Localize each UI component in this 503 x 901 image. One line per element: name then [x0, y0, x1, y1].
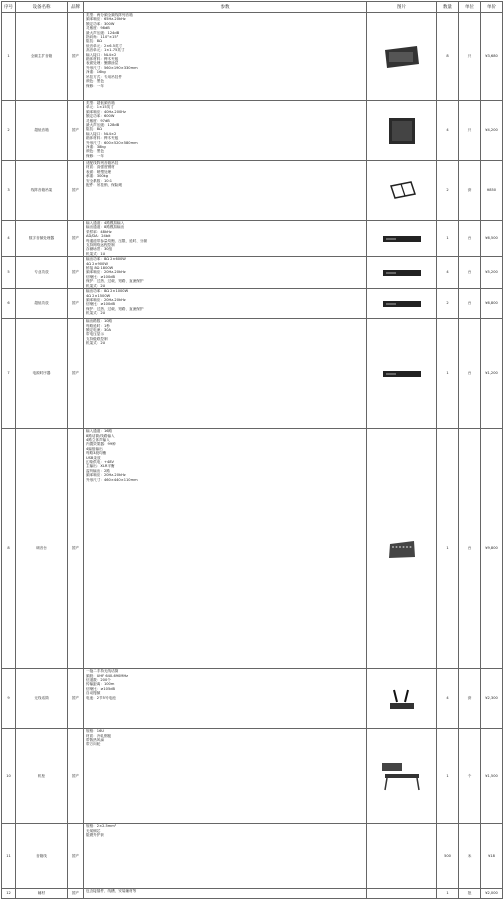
- device-name: 调音台: [16, 429, 68, 669]
- param-line: 信噪比：≥100dB: [86, 274, 115, 279]
- param-line: 单元：1×15英寸: [86, 105, 114, 110]
- param-line: 4路立体声输入: [86, 437, 110, 442]
- param-line: 自动搜频: [86, 691, 101, 696]
- param-line: 阻抗：8Ω: [86, 127, 102, 132]
- device-quantity: 4: [437, 669, 459, 729]
- param-line: 每通道带参量均衡、压限、延时、分频: [86, 238, 148, 243]
- device-price: ¥6,800: [481, 289, 503, 319]
- row-number: 2: [2, 101, 16, 161]
- param-line: 类型：超低频音箱: [86, 101, 115, 105]
- device-name: 机柜: [16, 729, 68, 824]
- table-row: [2, 889, 503, 899]
- device-name: 电源时序器: [16, 319, 68, 429]
- param-line: 机架式：2U: [86, 341, 106, 346]
- device-unit: 套: [459, 161, 481, 221]
- table-row: [2, 257, 503, 289]
- row-number: 8: [2, 429, 16, 669]
- param-line: 每路3段均衡: [86, 451, 107, 456]
- param-line: 外形尺寸：460×440×110mm: [86, 477, 138, 482]
- rack-device-icon: [382, 300, 422, 308]
- row-number: 10: [2, 729, 16, 824]
- param-line: 类型：两分频全频线阵列音箱: [86, 13, 133, 17]
- device-quantity: 500: [437, 824, 459, 889]
- device-params: [84, 13, 367, 101]
- device-name: 专业功放: [16, 257, 68, 289]
- param-line: 一拖二手持无线话筒: [86, 669, 119, 674]
- row-number: 11: [2, 824, 16, 889]
- device-name: 无线话筒: [16, 669, 68, 729]
- param-line: 监听输出：2路: [86, 468, 110, 473]
- wireless-microphone-icon: [384, 686, 420, 712]
- device-image: [367, 257, 437, 289]
- param-line: 保护：过热、过载、短路、直流保护: [86, 279, 144, 284]
- device-params: [84, 101, 367, 161]
- param-line: 带万向轮: [86, 742, 101, 747]
- device-name: 线阵音箱吊架: [16, 161, 68, 221]
- device-quantity: 1: [437, 729, 459, 824]
- param-line: 高音单元：1×1.75英寸: [86, 48, 125, 53]
- param-line: 材质：高强度钢材: [86, 165, 115, 170]
- device-quantity: 2: [437, 161, 459, 221]
- param-line: 承重：300kg: [86, 174, 109, 179]
- row-number: 1: [2, 13, 16, 101]
- col-header-image: 图片: [367, 2, 437, 13]
- param-line: 频段：UHF 640-690MHz: [86, 673, 129, 678]
- param-line: 输入接口：NL4×2: [86, 131, 117, 136]
- device-unit: 只: [459, 13, 481, 101]
- table-row: [2, 13, 503, 101]
- device-params: [84, 257, 367, 289]
- param-line: 阻抗：8Ω: [86, 39, 102, 44]
- param-line: 频率响应：20Hz-20kHz: [86, 270, 126, 275]
- table-header-row: [2, 2, 503, 13]
- device-quantity: 4: [437, 257, 459, 289]
- param-line: 保修：一年: [86, 153, 104, 158]
- device-quantity: 2: [437, 289, 459, 319]
- device-image: [367, 161, 437, 221]
- param-line: 灵敏度：97dB: [86, 118, 110, 123]
- device-params: [84, 161, 367, 221]
- device-brand: 国产: [68, 729, 84, 824]
- device-image: [367, 319, 437, 429]
- device-price: ¥1,200: [481, 319, 503, 429]
- param-line: 低音单元：2×6.5英寸: [86, 43, 123, 48]
- param-line: 主输出：XLR平衡: [86, 464, 115, 469]
- param-line: 灵敏度：98dB: [86, 26, 110, 31]
- param-line: 最大声压级：128dB: [86, 123, 120, 128]
- param-line: 外形尺寸：560×190×330mm: [86, 65, 138, 70]
- device-price: ¥2,000: [481, 889, 503, 899]
- param-line: 颜色：黑色: [86, 79, 104, 84]
- row-number: 6: [2, 289, 16, 319]
- device-brand: 国产: [68, 161, 84, 221]
- param-line: 输入接口：NL4×2: [86, 52, 117, 57]
- device-image: [367, 429, 437, 669]
- param-line: 规格：16U: [86, 729, 104, 734]
- col-header-name: 设备名称: [16, 2, 68, 13]
- device-price: ¥4,200: [481, 101, 503, 161]
- device-name: 数字音频处理器: [16, 221, 68, 257]
- device-params: [84, 221, 367, 257]
- param-line: 信噪比：≥100dB: [86, 302, 115, 307]
- param-line: 保护：过热、过载、短路、直流保护: [86, 306, 144, 311]
- rack-device-icon: [382, 269, 422, 277]
- device-price: ¥6,500: [481, 221, 503, 257]
- row-number: 4: [2, 221, 16, 257]
- device-brand: 国产: [68, 319, 84, 429]
- param-line: 安全系数：10:1: [86, 178, 113, 183]
- device-params: [84, 289, 367, 319]
- device-unit: 批: [459, 889, 481, 899]
- param-line: 采样率：48kHz: [86, 229, 112, 234]
- col-header-brand: 品牌: [68, 2, 84, 13]
- param-line: 净重：16kg: [86, 70, 106, 75]
- device-price: ¥5,200: [481, 257, 503, 289]
- param-line: 频率响应：40Hz-200Hz: [86, 109, 126, 114]
- device-name: 全频主扩音箱: [16, 13, 68, 101]
- table-row: [2, 161, 503, 221]
- param-line: 4编组输出: [86, 446, 103, 451]
- param-line: 信噪比：≥105dB: [86, 686, 115, 691]
- param-line: 4Ω 2×900W: [86, 261, 108, 266]
- table-row: [2, 669, 503, 729]
- device-image: [367, 889, 437, 899]
- device-unit: 台: [459, 319, 481, 429]
- param-line: 电池：2节5号电池: [86, 695, 116, 700]
- param-line: 适配线阵列音箱吊挂: [86, 161, 119, 165]
- param-line: 最大声压级：124dB: [86, 30, 120, 35]
- device-image: [367, 824, 437, 889]
- col-header-qty: 数量: [437, 2, 459, 13]
- device-price: ¥1,500: [481, 729, 503, 824]
- device-unit: 只: [459, 101, 481, 161]
- param-line: 桥接 8Ω 1800W: [86, 266, 114, 271]
- param-line: 额定功率：600W: [86, 114, 115, 119]
- param-line: 每路延时：1秒: [86, 323, 110, 328]
- device-unit: 米: [459, 824, 481, 889]
- param-line: 输入通道：16路: [86, 429, 113, 434]
- param-line: 幻象供电：+48V: [86, 459, 115, 464]
- col-header-price: 单价: [481, 2, 503, 13]
- device-unit: 台: [459, 257, 481, 289]
- col-header-unit: 单位: [459, 2, 481, 13]
- param-line: 带电压显示: [86, 332, 104, 337]
- device-price: ¥9,800: [481, 429, 503, 669]
- device-brand: 国产: [68, 101, 84, 161]
- table-row: [2, 101, 503, 161]
- speaker-bracket-icon: [387, 180, 417, 202]
- line-array-speaker-icon: [383, 44, 421, 70]
- param-line: 频率响应：20Hz-20kHz: [86, 473, 126, 478]
- device-params: [84, 824, 367, 889]
- param-line: 无氧铜芯: [86, 828, 101, 833]
- row-number: 9: [2, 669, 16, 729]
- device-params: [84, 889, 367, 899]
- row-number: 12: [2, 889, 16, 899]
- param-line: 吊挂方式：专用吊挂件: [86, 74, 122, 79]
- row-number: 7: [2, 319, 16, 429]
- param-line: 阻燃外护套: [86, 832, 104, 837]
- device-quantity: 1: [437, 889, 459, 899]
- table-row: [2, 289, 503, 319]
- cabinet-icon: [379, 760, 425, 792]
- param-line: USB录放: [86, 455, 101, 460]
- row-number: 5: [2, 257, 16, 289]
- device-name: 音箱线: [16, 824, 68, 889]
- row-number: 3: [2, 161, 16, 221]
- device-brand: 国产: [68, 13, 84, 101]
- param-line: 输出通道：8路模拟输出: [86, 225, 125, 230]
- param-line: 机架式：2U: [86, 311, 106, 316]
- mixer-icon: [387, 538, 417, 560]
- device-unit: 套: [459, 669, 481, 729]
- param-line: 外形尺寸：600×520×580mm: [86, 140, 138, 145]
- device-params: [84, 319, 367, 429]
- param-line: 材质：冷轧钢板: [86, 733, 112, 738]
- table-row: [2, 319, 503, 429]
- device-price: ¥850: [481, 161, 503, 221]
- device-image: [367, 101, 437, 161]
- param-line: 频率响应：65Hz-20kHz: [86, 17, 126, 22]
- table-row: [2, 429, 503, 669]
- param-line: 表面：喷塑处理: [86, 169, 112, 174]
- table-row: [2, 824, 503, 889]
- device-unit: 台: [459, 429, 481, 669]
- device-price: ¥18: [481, 824, 503, 889]
- device-brand: 国产: [68, 257, 84, 289]
- table-row: [2, 221, 503, 257]
- rack-device-icon: [382, 235, 422, 243]
- device-image: [367, 289, 437, 319]
- device-image: [367, 669, 437, 729]
- device-unit: 台: [459, 221, 481, 257]
- param-line: 信道数：200个: [86, 677, 111, 682]
- device-brand: 国产: [68, 429, 84, 669]
- param-line: 频率响应：20Hz-20kHz: [86, 297, 126, 302]
- param-line: 额定功率：300W: [86, 21, 115, 26]
- param-line: 箱体材料：桦木夹板: [86, 57, 119, 62]
- device-name: 超低功放: [16, 289, 68, 319]
- param-line: 机架式：2U: [86, 283, 106, 288]
- device-quantity: 4: [437, 101, 459, 161]
- param-line: AD/DA：24bit: [86, 234, 111, 239]
- param-line: 规格：2×2.5mm²: [86, 824, 117, 829]
- param-line: 箱体材料：桦木夹板: [86, 136, 119, 141]
- device-params: [84, 429, 367, 669]
- device-params: [84, 729, 367, 824]
- device-image: [367, 729, 437, 824]
- param-line: 输出路数：10路: [86, 319, 113, 324]
- param-line: 额定电流：30A: [86, 327, 111, 332]
- param-line: 输入通道：4路模拟输入: [86, 221, 125, 225]
- device-quantity: 1: [437, 429, 459, 669]
- col-header-no: 序号: [2, 2, 16, 13]
- device-price: ¥2,300: [481, 669, 503, 729]
- table-row: [2, 729, 503, 824]
- param-line: 净重：38kg: [86, 145, 106, 150]
- device-brand: 国产: [68, 669, 84, 729]
- device-quantity: 1: [437, 221, 459, 257]
- device-name: 超低音箱: [16, 101, 68, 161]
- device-brand: 国产: [68, 221, 84, 257]
- param-line: 支持级联控制: [86, 336, 108, 341]
- device-params: [84, 669, 367, 729]
- col-header-params: 参数: [84, 2, 367, 13]
- device-brand: 国产: [68, 824, 84, 889]
- device-quantity: 8: [437, 13, 459, 101]
- device-name: 辅材: [16, 889, 68, 899]
- device-price: ¥3,680: [481, 13, 503, 101]
- param-line: 输出功率：8Ω 2×1000W: [86, 289, 129, 294]
- param-line: 内置效果器：99种: [86, 442, 116, 447]
- param-line: 包含接插件、线槽、安装辅材等: [86, 889, 137, 894]
- device-unit: 台: [459, 289, 481, 319]
- param-line: 支持网络远程控制: [86, 243, 115, 248]
- param-line: 保修：一年: [86, 83, 104, 88]
- rack-device-icon: [382, 370, 422, 378]
- device-image: [367, 221, 437, 257]
- device-image: [367, 13, 437, 101]
- param-line: 传输距离：100m: [86, 682, 115, 687]
- param-line: 机架式：1U: [86, 251, 106, 256]
- param-line: 输出功率：8Ω 2×600W: [86, 257, 126, 262]
- param-line: 存储场景：30组: [86, 247, 113, 252]
- equipment-table: [1, 1, 503, 899]
- device-brand: 国产: [68, 889, 84, 899]
- param-line: 带散热风扇: [86, 737, 104, 742]
- param-line: 8路话筒/线路输入: [86, 433, 115, 438]
- param-line: 指向角：110°×15°: [86, 35, 119, 40]
- param-line: 表面处理：聚脲涂层: [86, 61, 119, 66]
- subwoofer-icon: [387, 116, 417, 146]
- param-line: 颜色：黑色: [86, 149, 104, 154]
- device-quantity: 1: [437, 319, 459, 429]
- device-brand: 国产: [68, 289, 84, 319]
- param-line: 4Ω 2×1500W: [86, 293, 111, 298]
- param-line: 配件：吊挂销、保险绳: [86, 183, 122, 188]
- device-unit: 个: [459, 729, 481, 824]
